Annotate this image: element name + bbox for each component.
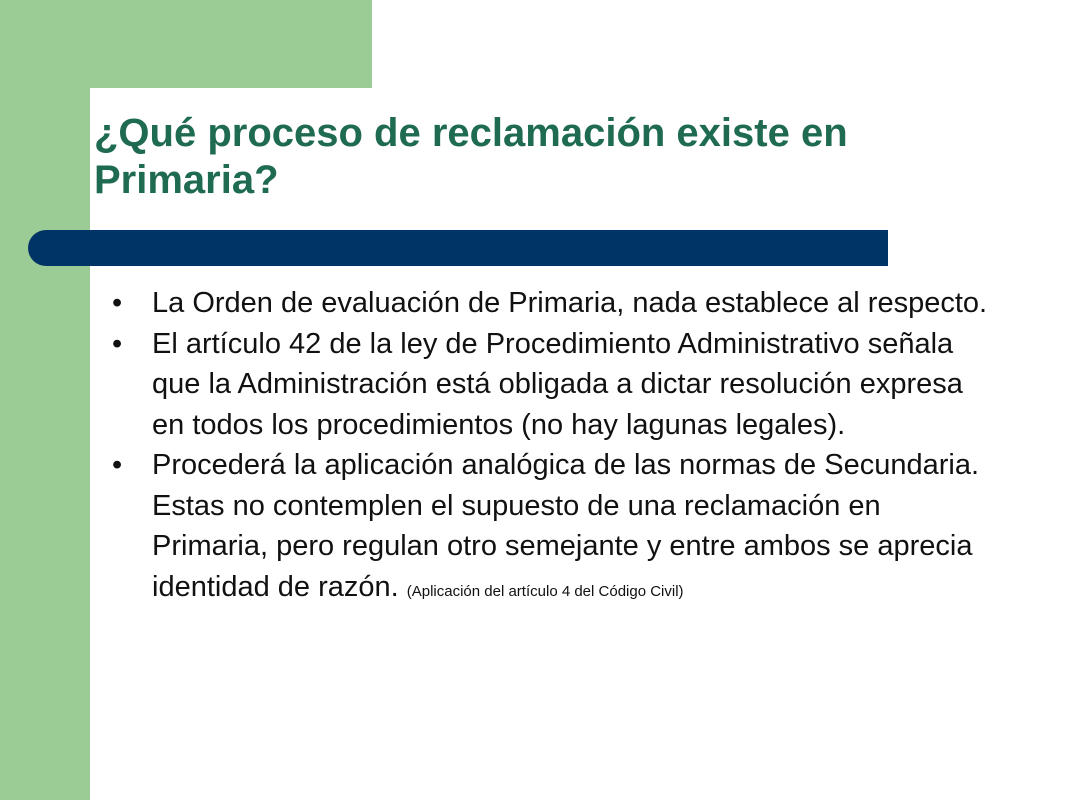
bullet-item <box>112 324 992 446</box>
bullet-dot-icon: • <box>112 449 123 481</box>
top-green-block <box>0 0 372 88</box>
bullet-item <box>112 283 992 324</box>
bullet-dot-icon: • <box>112 287 123 319</box>
bullet-text: Procederá la aplicación analógica de las normas de Secundaria. Estas no contemplen el supuesto de una reclamación en Primaria, pero regulan otro semejante y entre ambos se aprecia identidad de razón. <box>152 449 980 603</box>
legal-reference-note: (Aplicación del artículo 4 del Código Civil) <box>406 582 684 600</box>
left-green-bar <box>0 0 90 800</box>
title-underline-bar <box>28 230 888 266</box>
slide-title: ¿Qué proceso de reclamación existe en Primaria? <box>94 111 848 202</box>
bullet-item <box>112 445 992 612</box>
bullet-dot-icon: • <box>112 327 123 360</box>
bullet-list <box>112 283 992 612</box>
bullet-text: El artículo 42 de la ley de Procedimiento Administrativo señala que la Administración está obligada a dictar resolución expresa en todos los procedimientos (no hay lagunas legales). <box>152 327 963 441</box>
bullet-text: La Orden de evaluación de Primaria, nada establece al respecto. <box>152 287 988 319</box>
